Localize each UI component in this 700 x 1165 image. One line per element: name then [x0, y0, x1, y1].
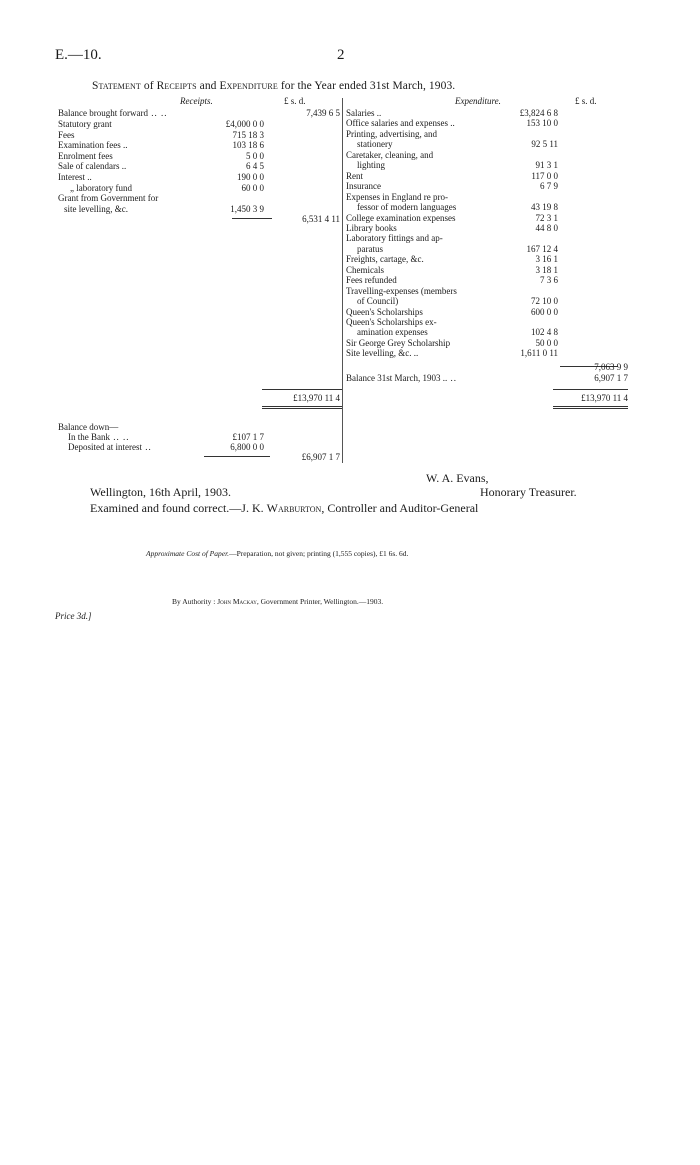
- receipt-item-label: Interest ..: [58, 172, 92, 182]
- expenditure-item-amount: 50 0 0: [535, 337, 558, 348]
- receipts-subtotal: 6,531 4 11: [302, 214, 340, 224]
- column-divider: [342, 98, 343, 463]
- expenditure-item-amount: 91 3 1: [535, 160, 558, 171]
- expenditure-item-amount: 43 19 8: [531, 202, 558, 213]
- expenditure-item-label: Printing, advertising, and: [346, 128, 437, 139]
- expenditure-item-amount: 117 0 0: [531, 170, 558, 181]
- receipt-item-amount: 715 18 3: [232, 129, 264, 140]
- receipt-item-label: Sale of calendars ..: [58, 161, 127, 172]
- expenditure-item-amount: 92 5 11: [531, 139, 558, 150]
- expenditure-item-label: amination expenses: [357, 327, 428, 338]
- expenditure-item-label: Library books: [346, 222, 397, 233]
- expenditure-currency-heading: £ s. d.: [575, 96, 597, 106]
- expenditure-total-rule-bottom-2: [553, 408, 628, 409]
- balance-brought-forward-amount: 7,439 6 5: [306, 108, 340, 118]
- receipts-grand-total: £13,970 11 4: [293, 393, 340, 403]
- treasurer-name: W. A. Evans,: [426, 471, 489, 485]
- expenditure-item-amount: 3 16 1: [535, 254, 558, 265]
- balance-down-label: Balance down—: [58, 422, 119, 432]
- approximate-cost-note: Approximate Cost of Paper.—Preparation, not given; printing (1,555 copies), £1 6s. 6d.: [146, 549, 409, 558]
- title-word-and: and: [196, 80, 220, 92]
- expenditure-item-amount: 44 8 0: [535, 222, 558, 233]
- printing-authority: By Authority : John Mackay, Government Printer, Wellington.—1903.: [172, 597, 384, 606]
- expenditure-item-amount: 7 3 6: [540, 275, 558, 286]
- expenditure-item-amount: 1,611 0 11: [520, 348, 558, 359]
- balance-down-total: £6,907 1 7: [301, 452, 340, 462]
- title-rest: for the Year ended 31st March, 1903.: [277, 80, 456, 92]
- expenditure-grand-total: £13,970 11 4: [581, 393, 628, 403]
- expenditure-item-amount: 153 10 0: [526, 118, 558, 129]
- expenditure-item-amount: £3,824 6 8: [519, 108, 558, 118]
- expenditure-item-label: Queen's Scholarships: [346, 306, 423, 317]
- expenditure-total-rule-top: [553, 389, 628, 390]
- document-code: E.—10.: [55, 47, 102, 63]
- receipt-item-label: Enrolment fees: [58, 150, 113, 161]
- expenditure-item-amount: 102 4 8: [531, 327, 558, 338]
- receipt-item-amount: £4,000 0 0: [225, 119, 264, 129]
- title-word-statement: Statement: [92, 80, 141, 92]
- expenditure-item-label: Queen's Scholarships ex-: [346, 317, 437, 327]
- receipt-item-amount: 103 18 6: [232, 140, 264, 151]
- expenditure-item-label: paratus: [357, 243, 383, 254]
- expenditure-item-label: Salaries ..: [346, 108, 382, 118]
- expenditure-item-label: College examination expenses: [346, 212, 456, 223]
- receipts-heading: Receipts.: [180, 96, 213, 106]
- title-word-expenditure: Expenditure: [219, 80, 278, 92]
- expenditure-item-label: Fees refunded: [346, 275, 397, 286]
- receipt-item-label: „ laboratory fund: [70, 182, 132, 193]
- receipt-item-label: Fees: [58, 129, 75, 140]
- receipt-item-amount: 6 4 5: [246, 161, 264, 172]
- receipts-subtotal-rule: [232, 218, 272, 219]
- expenditure-item-label: Laboratory fittings and ap-: [346, 233, 443, 244]
- expenditure-item-amount: 72 3 1: [535, 212, 558, 223]
- balance-down-deposit-amount: 6,800 0 0: [230, 442, 264, 452]
- expenditure-total-rule-bottom-1: [553, 406, 628, 407]
- balance-down-rule: [204, 456, 270, 457]
- balance-31st-march-label: Balance 31st March, 1903 .. ..: [346, 373, 457, 383]
- place-and-date: Wellington, 16th April, 1903.: [90, 485, 232, 499]
- expenditure-item-label: Expenses in England re pro-: [346, 191, 448, 202]
- balance-down-deposit-label: Deposited at interest ..: [68, 442, 152, 452]
- receipt-item-label: Statutory grant: [58, 119, 112, 129]
- title-word-of: of: [140, 80, 157, 92]
- receipts-currency-heading: £ s. d.: [284, 96, 306, 106]
- balance-31st-march-amount: 6,907 1 7: [594, 373, 628, 383]
- audit-certification: Examined and found correct.—J. K. Warburton, Controller and Auditor-General: [90, 501, 479, 515]
- expenditure-item-label: Insurance: [346, 181, 381, 192]
- expenditure-item-label: stationery: [357, 139, 393, 150]
- statement-title: [92, 80, 455, 92]
- expenditure-item-label: lighting: [357, 160, 386, 171]
- receipt-item-amount: 190 0 0: [237, 172, 264, 182]
- expenditure-item-label: Rent: [346, 170, 363, 181]
- receipts-total-rule-bottom-2: [262, 408, 342, 409]
- expenditure-item-amount: 600 0 0: [531, 306, 558, 317]
- receipts-total-rule-bottom-1: [262, 406, 342, 407]
- expenditure-heading: Expenditure.: [455, 96, 501, 106]
- expenditure-item-label: of Council): [357, 296, 399, 307]
- expenditure-item-label: Travelling-expenses (members: [346, 285, 457, 296]
- receipt-item-amount: 60 0 0: [241, 182, 264, 193]
- expenditure-item-amount: 72 10 0: [531, 296, 558, 307]
- page-number: 2: [337, 47, 345, 63]
- expenditure-item-amount: 3 18 1: [535, 264, 558, 275]
- expenditure-item-label: Sir George Grey Scholarship: [346, 337, 451, 348]
- expenditure-item-label: Chemicals: [346, 264, 384, 275]
- balance-brought-forward-label: Balance brought forward .. ..: [58, 108, 168, 118]
- title-word-receipts: Receipts: [156, 80, 197, 92]
- price-note: Price 3d.]: [55, 611, 92, 621]
- expenditure-item-label: Site levelling, &c. ..: [346, 348, 419, 359]
- receipt-item-label: Examination fees ..: [58, 140, 128, 151]
- expenditure-subtotal: 7,063 9 9: [594, 362, 628, 372]
- expenditure-item-amount: 167 12 4: [526, 243, 558, 254]
- receipts-total-rule-top: [262, 389, 342, 390]
- receipt-item-amount: 5 0 0: [246, 150, 264, 161]
- treasurer-role: Honorary Treasurer.: [480, 485, 577, 499]
- expenditure-item-label: Office salaries and expenses ..: [346, 118, 455, 129]
- expenditure-item-label: Freights, cartage, &c.: [346, 254, 424, 265]
- receipt-item-label: site levelling, &c.: [64, 203, 128, 214]
- expenditure-item-label: fessor of modern languages: [357, 202, 457, 213]
- balance-down-bank-label: In the Bank .. ..: [68, 432, 130, 442]
- expenditure-item-label: Caretaker, cleaning, and: [346, 149, 434, 160]
- receipt-item-amount: 1,450 3 9: [230, 203, 264, 214]
- balance-down-bank-amount: £107 1 7: [232, 432, 264, 442]
- receipt-item-label: Grant from Government for: [58, 193, 159, 204]
- expenditure-item-amount: 6 7 9: [540, 181, 558, 192]
